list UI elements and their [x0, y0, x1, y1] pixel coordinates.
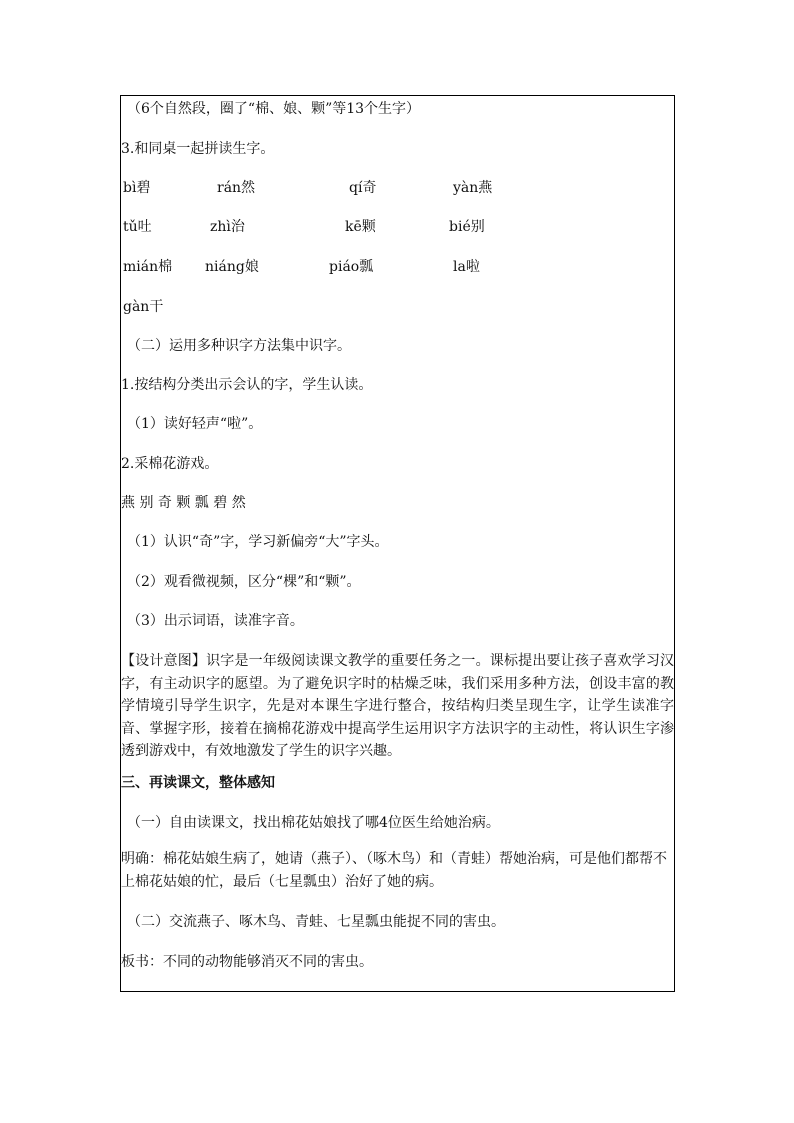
pinyin-item: qí奇	[349, 180, 377, 196]
pinyin-item: la啦	[453, 259, 480, 275]
text-line: （3）出示词语，读准字音。	[127, 613, 304, 629]
text-line: （二）交流燕子、啄木鸟、青蛙、七星瓢虫能捉不同的害虫。	[127, 914, 505, 930]
text-line: 3.和同桌一起拼读生字。	[121, 141, 275, 157]
section-heading: 三、再读课文，整体感知	[121, 775, 275, 791]
pinyin-item: rán然	[217, 180, 256, 196]
pinyin-item: gàn干	[123, 299, 164, 315]
design-intent-paragraph: 【设计意图】识字是一年级阅读课文教学的重要任务之一。课标提出要让孩子喜欢学习汉字，有主动识字的愿望。为了避免识字时的枯燥乏味，我们采用多种方法，创设丰富的教学情境引导学生识字，先是对本课生字进行整合，按结构归类呈现生字，让学生读准字音、掌握字形，接着在摘棉花游戏中提高学生运用识字方法识字的主动性，将认识生字渗透到游戏中，有效地激发了学生的识字兴趣。	[121, 653, 674, 759]
pinyin-item: tǔ吐	[123, 219, 152, 235]
text-line: （1）读好轻声“啦”。	[127, 416, 263, 432]
pinyin-item: bié别	[449, 219, 485, 235]
text-line: （二）运用多种识字方法集中识字。	[127, 338, 351, 354]
clarification-paragraph: 明确：棉花姑娘生病了，她请（燕子）、（啄木鸟）和（青蛙）帮她治病，可是他们都帮不上棉花姑娘的忙，最后（七星瓢虫）治好了她的病。	[121, 851, 667, 890]
pinyin-item: kē颗	[345, 219, 376, 235]
text-line: 燕 别 奇 颗 瓢 碧 然	[121, 495, 246, 511]
blackboard-note: 板书：不同的动物能够消灭不同的害虫。	[121, 954, 373, 970]
text-line: （1）认识“奇”字，学习新偏旁“大”字头。	[127, 534, 389, 550]
pinyin-item: yàn燕	[453, 180, 493, 196]
pinyin-item: niáng娘	[205, 259, 259, 275]
text-line: （一）自由读课文，找出棉花姑娘找了哪4位医生给她治病。	[127, 815, 500, 831]
pinyin-item: piáo瓢	[329, 259, 374, 275]
pinyin-item: zhì治	[210, 219, 245, 235]
pinyin-item: bì碧	[123, 180, 151, 196]
text-line: （2）观看微视频，区分“棵”和“颗”。	[127, 574, 361, 590]
pinyin-item: mián棉	[123, 259, 173, 275]
text-line: 1.按结构分类出示会认的字，学生认读。	[121, 377, 373, 393]
document-frame	[120, 95, 675, 992]
text-line: 2.采棉花游戏。	[121, 456, 219, 472]
text-line: （6个自然段，圈了“棉、娘、颗”等13个生字）	[127, 101, 421, 117]
